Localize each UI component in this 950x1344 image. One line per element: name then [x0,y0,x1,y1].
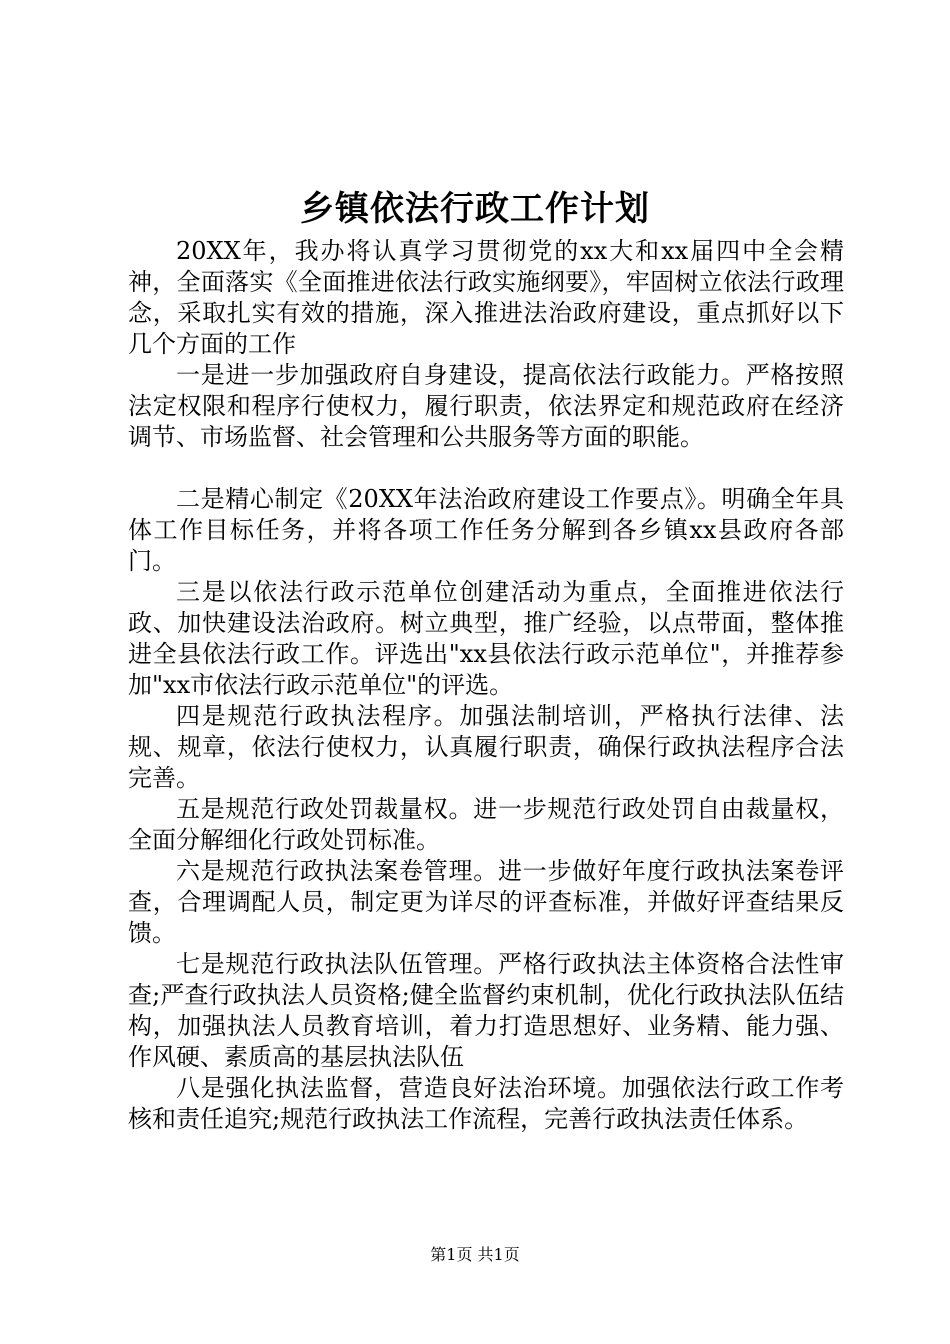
paragraph-item-8: 八是强化执法监督，营造良好法治环境。加强依法行政工作考核和责任追究;规范行政执法工作流程，完善行政执法责任体系。 [128,1074,844,1133]
paragraph-item-6: 六是规范行政执法案卷管理。进一步做好年度行政执法案卷评查，合理调配人员，制定更为详尽的评查标准，并做好评查结果反馈。 [128,857,844,947]
document-body [128,236,844,1135]
paragraph-item-3: 三是以依法行政示范单位创建活动为重点，全面推进依法行政、加快建设法治政府。树立典型，推广经验，以点带面，整体推进全县依法行政工作。评选出"xx县依法行政示范单位"，并推荐参加"xx市依法行政示范单位"的评选。 [128,578,844,699]
paragraph-intro: 20XX年，我办将认真学习贯彻党的xx大和xx届四中全会精神，全面落实《全面推进依法行政实施纲要》，牢固树立依法行政理念，采取扎实有效的措施，深入推进法治政府建设，重点抓好以下几个方面的工作 [128,237,844,358]
paragraph-item-2: 二是精心制定《20XX年法治政府建设工作要点》。明确全年具体工作目标任务，并将各项工作任务分解到各乡镇xx县政府各部门。 [128,485,844,575]
document-title: 乡镇依法行政工作计划 [300,189,650,229]
paragraph-item-1: 一是进一步加强政府自身建设，提高依法行政能力。严格按照法定权限和程序行使权力，履行职责，依法界定和规范政府在经济调节、市场监督、社会管理和公共服务等方面的职能。 [128,361,844,451]
paragraph-item-4: 四是规范行政执法程序。加强法制培训，严格执行法律、法规、规章，依法行使权力，认真履行职责，确保行政执法程序合法完善。 [128,702,844,792]
page-footer: 第1页 共1页 [430,1245,520,1264]
paragraph-item-5: 五是规范行政处罚裁量权。进一步规范行政处罚自由裁量权，全面分解细化行政处罚标准。 [128,795,844,854]
paragraph-item-7: 七是规范行政执法队伍管理。严格行政执法主体资格合法性审查;严查行政执法人员资格;健全监督约束机制，优化行政执法队伍结构，加强执法人员教育培训，着力打造思想好、业务精、能力强、作风硬、素质高的基层执法队伍 [128,950,844,1071]
